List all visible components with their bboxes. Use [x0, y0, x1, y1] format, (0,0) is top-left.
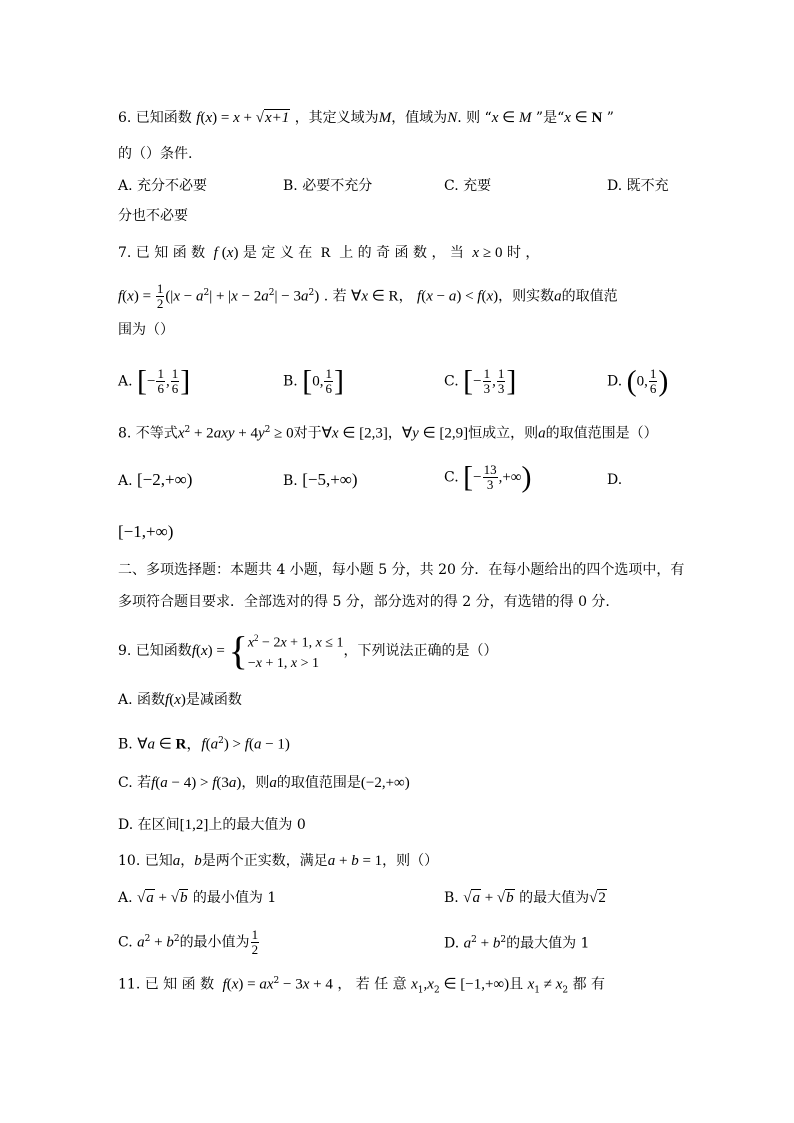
q7-line3: 围为（）	[118, 322, 174, 338]
q9-line1: 9. 已知函数f(x) = { $x^2 - 2x + 1$, x ≤ 1 −x + 1, x > 1 ，下列说法正确的是（）	[118, 627, 498, 673]
q10-option-b: B. √a + √b 的最大值为√2	[444, 890, 606, 906]
q6-line1: 6. 已知函数 f(x) = x + √x+1 ，其定义域为M，值域为N. 则 “x ∈ M ”是“x ∈ N ”	[118, 110, 614, 126]
q6-option-a: A. 充分不必要	[118, 178, 208, 194]
q6-option-b: B. 必要不充分	[283, 178, 373, 194]
q6-prefix: 6. 已知函数	[118, 110, 192, 126]
q8-line1: 8. 不等式$x^2 + 2axy + 4y^2 \ge 0$对于∀x ∈ [2,3]，∀y ∈ [2,9]恒成立，则a的取值范围是（）	[118, 425, 658, 442]
q6-option-d-cont: 分也不必要	[118, 208, 188, 224]
q8-option-a: A. [−2,+∞)	[118, 470, 193, 489]
q6-option-d: D. 既不充	[607, 178, 669, 194]
q7-line2: f(x) = $\frac{1}{2}$ $(|x - a^2| + |x - 2a^2| - 3a^2)$ . 若 ∀x ∈ R， f(x − a) < f(x)，则实数a的取值范	[118, 281, 618, 311]
q10-line1: 10. 已知a，b是两个正实数，满足a + b = 1，则（）	[118, 853, 439, 869]
q7-option-c: C. [− $\frac{1}{3}$ , $\frac{1}{3}$ ]	[444, 364, 517, 398]
q6-function: f	[196, 110, 201, 126]
q7-option-a: A. [− $\frac{1}{6}$ , $\frac{1}{6}$ ]	[118, 364, 191, 398]
q9-option-c: C. 若f(a − 4) > f(3a)，则a的取值范围是(−2,+∞)	[118, 775, 410, 791]
q6-mid: ，其定义域为	[294, 110, 379, 126]
q6-option-c: C. 充要	[444, 178, 492, 194]
q10-option-c: C. $a^2 + b^2$的最小值为 $\frac{1}{2}$	[118, 927, 259, 957]
q8-option-b: B. [−5,+∞)	[283, 470, 358, 489]
q9-option-d: D. 在区间[1,2]上的最大值为 0	[118, 817, 306, 833]
q10-option-a: A. √a + √b 的最小值为 1	[118, 890, 277, 906]
section2-line2: 多项符合题目要求．全部选对的得 5 分，部分选对的得 2 分，有选错的得 0 分.	[118, 594, 610, 610]
q8-option-d: D.	[607, 472, 623, 488]
q11-line1: 11. 已 知 函 数 $f(x) = ax^2 - 3x + 4$ ， 若 任 意 $x_1,x_2$ ∈ [−1,+∞)且 $x_1 \ne x_2$ 都 有	[118, 976, 606, 996]
q9-option-a: A. 函数f(x)是减函数	[118, 692, 242, 708]
q6-line2: 的（）条件.	[118, 146, 193, 162]
q9-option-b: B. ∀a ∈ R，$f(a^2) > f(a - 1)$	[118, 736, 290, 753]
q8-option-c: C. [− $\frac{13}{3}$ ,+∞)	[444, 460, 532, 494]
section2-line1: 二、多项选择题：本题共 4 小题，每小题 5 分，共 20 分．在每小题给出的四个选项中，有	[118, 562, 685, 578]
q7-option-b: B. [0, $\frac{1}{6}$ ]	[283, 364, 344, 398]
q10-option-d: D. $a^2 + b^2$的最大值为 1	[444, 935, 590, 952]
q7-option-d: D. (0, $\frac{1}{6}$ )	[607, 364, 669, 398]
q7-line1: 7. 已 知 函 数 f (x) 是 定 义 在 R 上 的 奇 函 数 ， 当 x ≥ 0 时 ，	[118, 245, 540, 261]
q8-option-d-value: [−1,+∞)	[118, 522, 174, 541]
